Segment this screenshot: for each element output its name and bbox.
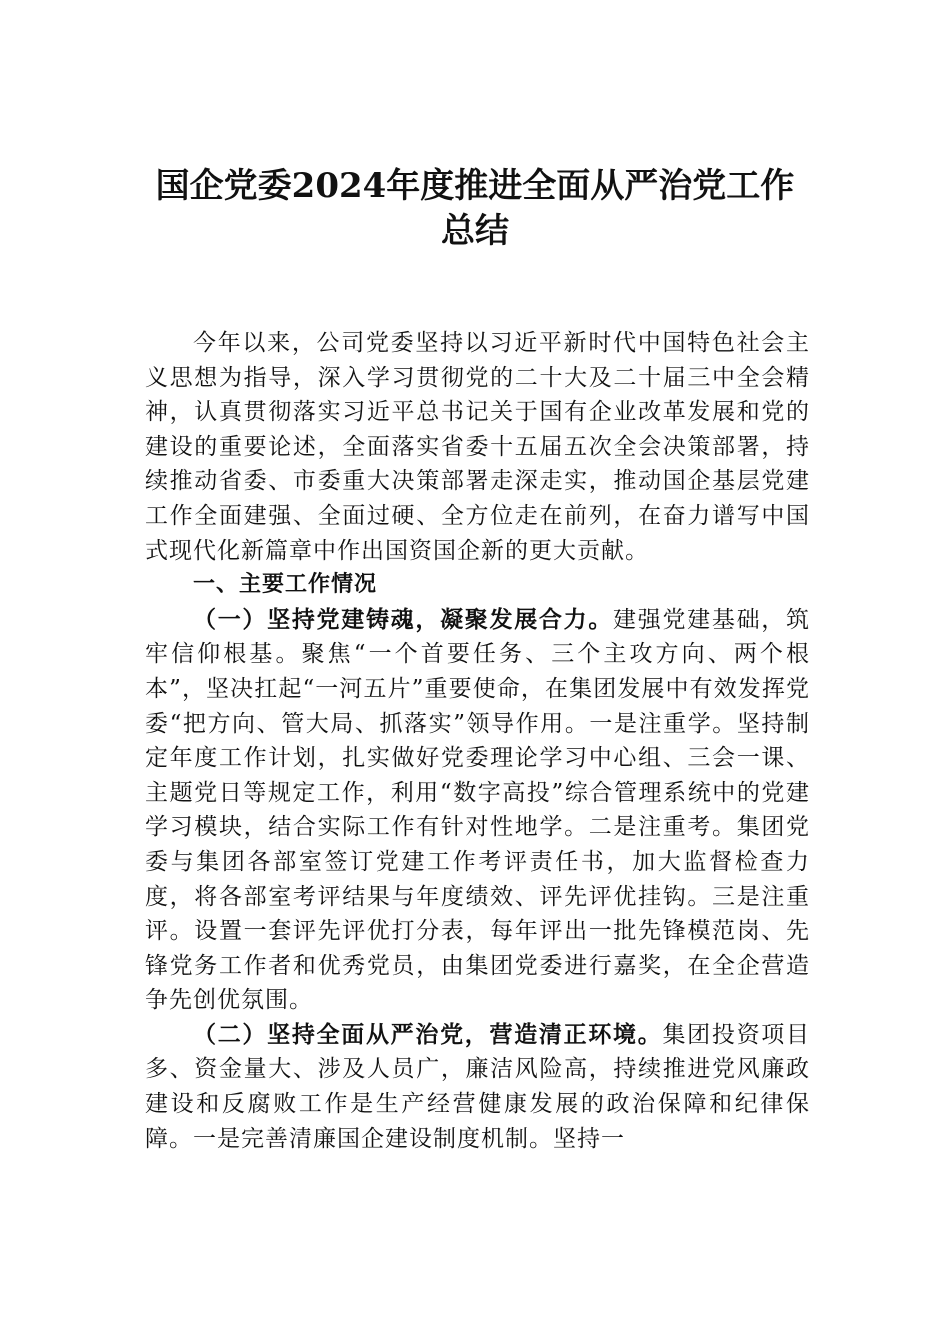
item2-body: 集团投资项目多、资金量大、涉及人员广，廉洁风险高，持续推进党风廉政建设和反腐败工作是生产经营健康发展的政治保障和纪律保障。一是完善清廉国企建设制度机制。坚持一 (145, 1021, 811, 1152)
item2-paragraph (145, 1018, 810, 1156)
item1-body: 建强党建基础，筑牢信仰根基。聚焦“一个首要任务、三个主攻方向、两个根本”，坚决扛起“一河五片”重要使命，在集团发展中有效发挥党委“把方向、管大局、抓落实”领导作用。一是注重学。坚持制定年度工作计划，扎实做好党委理论学习中心组、三会一课、主题党日等规定工作，利用“数字高投”综合管理系统中的党建学习模块，结合实际工作有针对性地学。二是注重考。集团党委与集团各部室签订党建工作考评责任书，加大监督检查力度，将各部室考评结果与年度绩效、评先评优挂钩。三是注重评。设置一套评先评优打分表，每年评出一批先锋模范岗、先锋党务工作者和优秀党员，由集团党委进行嘉奖，在全企营造争先创优氛围。 (145, 606, 811, 1014)
item1-paragraph (145, 603, 810, 1018)
item1-title: （一）坚持党建铸魂，凝聚发展合力。 (193, 605, 614, 633)
document-body (145, 326, 810, 1156)
intro-paragraph: 今年以来，公司党委坚持以习近平新时代中国特色社会主义思想为指导，深入学习贯彻党的二十大及二十届三中全会精神，认真贯彻落实习近平总书记关于国有企业改革发展和党的建设的重要论述，全面落实省委十五届五次全会决策部署，持续推动省委、市委重大决策部署走深走实，推动国企基层党建工作全面建强、全面过硬、全方位走在前列，在奋力谱写中国式现代化新篇章中作出国资国企新的更大贡献。 (145, 330, 810, 564)
item2-title: （二）坚持全面从严治党，营造清正环境。 (193, 1020, 663, 1048)
document-title-line2: 总结 (441, 211, 509, 251)
section-heading-main-work: 一、主要工作情况 (193, 572, 378, 598)
document-title-line1: 国企党委2024年度推进全面从严治党工作 (155, 166, 795, 206)
